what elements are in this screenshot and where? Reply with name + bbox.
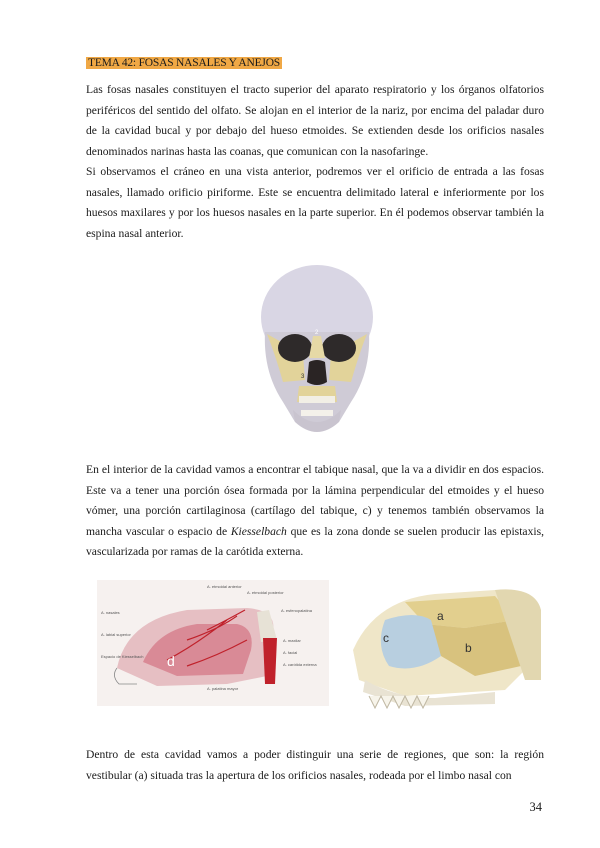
label-etmoidal-posterior: A. etmoidal posterior xyxy=(247,590,284,595)
septum-text-before: En el interior de la cavidad vamos a encontrar el tabique nasal, que la va a dividir en dos espacios. Este va a tener una porción ósea formada por la lámina perpendicular del etmoides y el hueso vómer, una porción cartilaginosa (cartílago del tabique, c) y tenemos también observamos la mancha vascular o espacio de xyxy=(86,463,544,538)
bone-label-b: b xyxy=(465,641,472,655)
label-etmoidal-anterior: A. etmoidal anterior xyxy=(207,584,242,589)
septum-text-after: que es la zona donde se suelen producir las epistaxis, vascularizada por ramas de la carótida externa. xyxy=(86,524,544,558)
section-title: TEMA 42: FOSAS NASALES Y ANEJOS xyxy=(88,57,280,69)
intro-paragraph xyxy=(86,80,544,244)
page-number: 34 xyxy=(529,800,542,814)
label-kiesselbach: Espacio de Kiesselbach xyxy=(101,654,144,659)
nasal-septum-vascular-figure xyxy=(97,580,329,706)
label-nasales: A. nasales xyxy=(101,610,120,615)
regions-text: Dentro de esta cavidad vamos a poder distinguir una serie de regiones, que son: la región vestibular (a) situada tras la apertura de los orificios nasales, rodeada por el limbo nasal con xyxy=(86,748,544,782)
label-palatina-mayor: A. palatina mayor xyxy=(207,686,239,691)
skull-label-2: 2 xyxy=(315,330,319,336)
label-maxilar: A. maxilar xyxy=(283,638,301,643)
intro-text-1: Las fosas nasales constituyen el tracto superior del aparato respiratorio y los órganos olfatorios periféricos del sentido del olfato. Se alojan en el interior de la nariz, por encima del paladar duro de la cavidad bucal y por debajo del hueso etmoides. Se extienden desde los orificios nasales denominados narinas hasta las coanas, que comunican con la nasofaringe. xyxy=(86,83,544,158)
label-esfenopalatina: A. esfenopalatina xyxy=(281,608,312,613)
bone-label-c: c xyxy=(383,631,389,645)
label-labial-superior: A. labial superior xyxy=(101,632,131,637)
intro-text-2: Si observamos el cráneo en una vista anterior, podremos ver el orificio de entrada a las fosas nasales, llamado orificio piriforme. Este se encuentra delimitado lateral e inferiormente por los huesos maxilares y por los huesos nasales en la parte superior. En él podemos observar también la espina nasal anterior. xyxy=(86,165,544,240)
regions-paragraph xyxy=(86,745,544,786)
skull-label-3: 3 xyxy=(301,374,305,380)
bone-label-a: a xyxy=(437,609,444,623)
nasal-septum-bone-figure xyxy=(345,580,543,712)
label-facial: A. facial xyxy=(283,650,298,655)
skull-anterior-view-figure xyxy=(255,262,379,448)
kiesselbach-term: Kiesselbach xyxy=(230,524,287,538)
septum-label-d: d xyxy=(167,653,175,669)
septum-paragraph xyxy=(86,460,544,563)
label-carotida-externa: A. carótida externa xyxy=(283,662,317,667)
